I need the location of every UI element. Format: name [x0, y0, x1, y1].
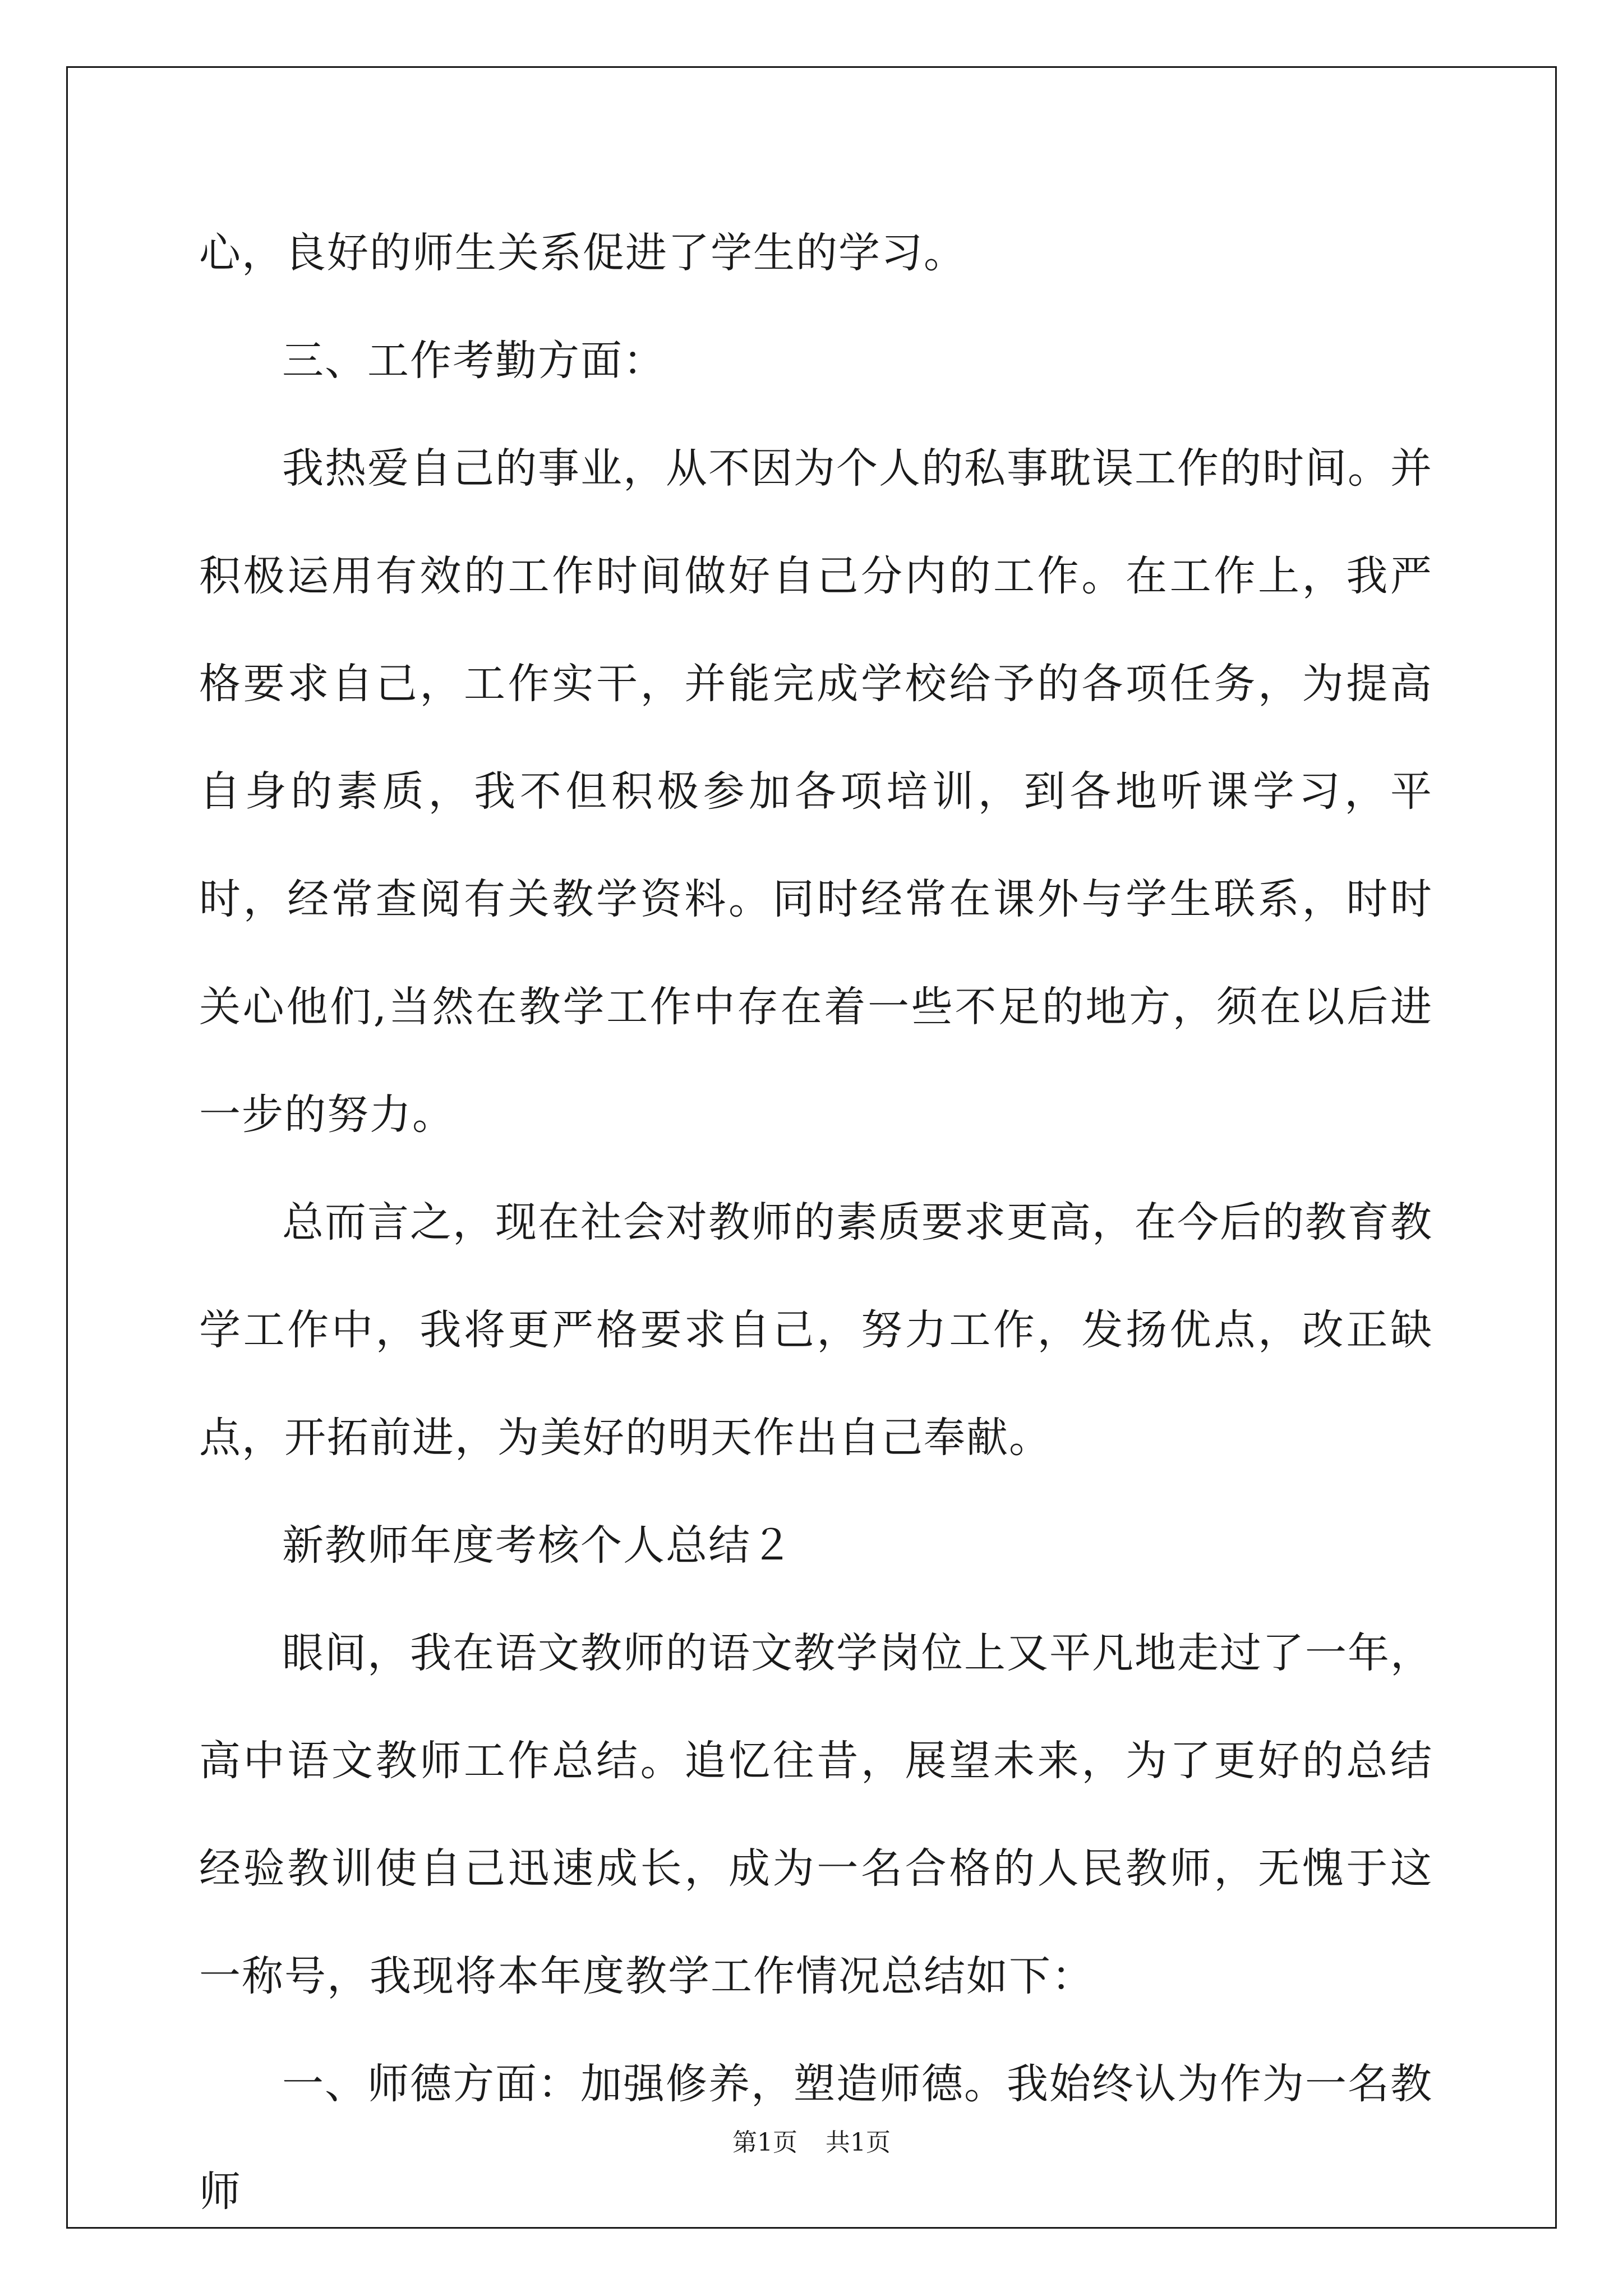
document-body: [199, 199, 1433, 2246]
paragraph-conclusion: 总而言之，现在社会对教师的素质要求更高，在今后的教育教学工作中，我将更严格要求自己，努力工作，发扬优点，改正缺点，开拓前进，为美好的明天作出自己奉献。: [199, 1198, 1433, 1462]
paragraph-1: 心，良好的师生关系促进了学生的学习。: [199, 229, 966, 277]
paragraph-attendance: 我热爱自己的事业，从不因为个人的私事耽误工作的时间。并积极运用有效的工作时间做好自己分内的工作。在工作上，我严格要求自己，工作实干，并能完成学校给予的各项任务，为提高自身的素质，我不但积极参加各项培训，到各地听课学习，平时，经常查阅有关教学资料。同时经常在课外与学生联系，时时关心他们,当然在教学工作中存在着一些不足的地方，须在以后进一步的努力。: [199, 444, 1433, 1139]
document-subtitle: 新教师年度考核个人总结２: [282, 1521, 794, 1570]
paragraph-ethics: 一、师德方面：加强修养，塑造师德。我始终认为作为一名教师: [199, 2060, 1433, 2216]
page-footer: [0, 2126, 1623, 2160]
paragraph-intro: 眼间，我在语文教师的语文教学岗位上又平凡地走过了一年，高中语文教师工作总结。追忆往昔，展望未来，为了更好的总结经验教训使自己迅速成长，成为一名合格的人民教师，无愧于这一称号，我现将本年度教学工作情况总结如下：: [199, 1629, 1433, 2000]
section-heading-attendance: 三、工作考勤方面：: [282, 337, 666, 385]
page-total: 共1页: [826, 2128, 891, 2157]
page-number: 第1页: [732, 2128, 797, 2157]
